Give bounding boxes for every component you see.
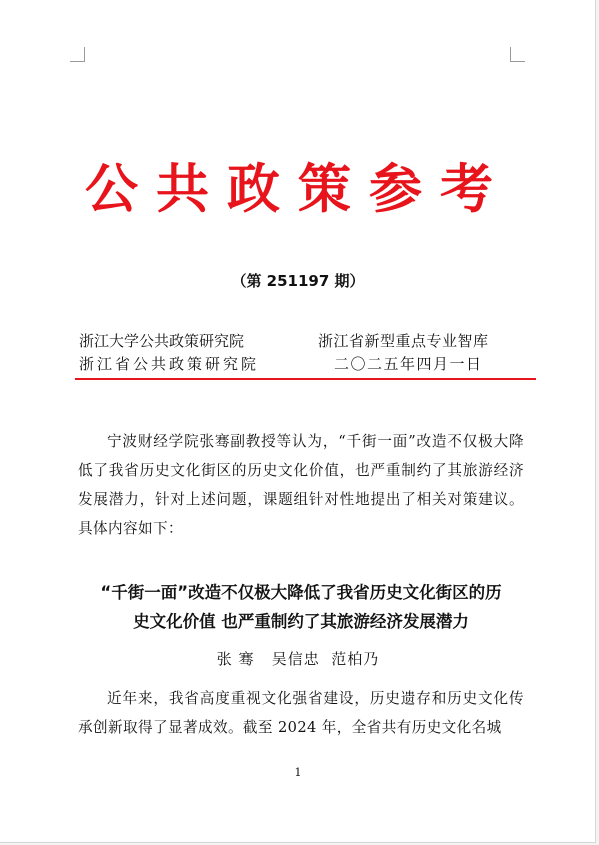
publisher-line-2: 浙江省公共政策研究院 xyxy=(79,355,260,373)
body-paragraph: 近年来，我省高度重视文化强省建设，历史遗存和历史文化传承创新取得了显著成效。截至 2024 年，全省共有历史文化名城 xyxy=(78,690,524,736)
section-heading-line-1: “千街一面”改造不仅极大降低了我省历史文化街区的历 xyxy=(100,583,502,602)
crop-mark-top-right xyxy=(510,47,525,62)
publisher-line-1: 浙江大学公共政策研究院 xyxy=(79,332,245,350)
page-number: 1 xyxy=(294,766,302,779)
authors: 张 骞 吴信忠 范柏乃 xyxy=(216,650,380,668)
section-heading-line-2: 史文化价值 也严重制约了其旅游经济发展潜力 xyxy=(133,612,469,631)
masthead-title: 公共政策参考 xyxy=(85,159,511,220)
publish-date: 二〇二五年四月一日 xyxy=(334,355,483,373)
think-tank-label: 浙江省新型重点专业智库 xyxy=(318,332,489,350)
crop-mark-top-left xyxy=(70,47,85,62)
section-heading xyxy=(78,578,524,636)
issue-number: （第 251197 期） xyxy=(231,272,365,290)
intro-paragraph: 宁波财经学院张骞副教授等认为，“千街一面”改造不仅极大降低了我省历史文化街区的历史文化价值，也严重制约了其旅游经济发展潜力，针对上述问题，课题组针对性地提出了相关对策建议。具体内容如下： xyxy=(78,433,524,537)
header-divider xyxy=(75,378,536,380)
